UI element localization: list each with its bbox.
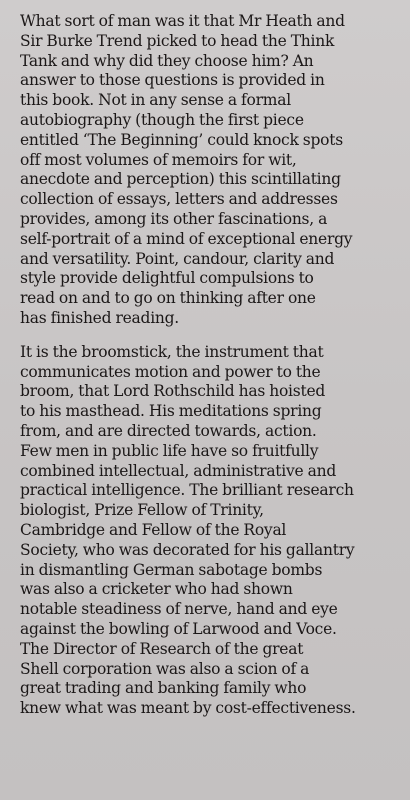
text-line: off most volumes of memoirs for wit, — [20, 150, 297, 169]
text-line: Few men in public life have so fruitfully — [20, 441, 319, 460]
text-line: Tank and why did they choose him? An — [20, 51, 314, 70]
text-line: has finished reading. — [20, 308, 179, 327]
text-line: anecdote and perception) this scintillating — [20, 170, 341, 189]
text-line: combined intellectual, administrative and — [20, 461, 336, 480]
text-line: and versatility. Point, candour, clarity and — [20, 249, 335, 268]
text-line: to his masthead. His meditations spring — [20, 402, 322, 421]
text-line: Shell corporation was also a scion of a — [20, 659, 310, 678]
text-line: provides, among its other fascinations, a — [20, 209, 328, 228]
text-line: great trading and banking family who — [20, 679, 307, 698]
text-line: read on and to go on thinking after one — [20, 289, 316, 308]
text-line: autobiography (though the first piece — [20, 110, 304, 129]
text-line: Society, who was decorated for his gallantry — [20, 540, 355, 559]
text-line: this book. Not in any sense a formal — [20, 91, 291, 110]
text-line: communicates motion and power to the — [20, 362, 321, 381]
text-line: The Director of Research of the great — [20, 639, 304, 658]
text-line: entitled ‘The Beginning’ could knock spots — [20, 130, 343, 149]
text-line: in dismantling German sabotage bombs — [20, 560, 323, 579]
text-line: What sort of man was it that Mr Heath and — [20, 12, 345, 30]
text-line: against the bowling of Larwood and Voce. — [20, 619, 337, 638]
text-line: collection of essays, letters and addresses — [20, 190, 338, 209]
text-line: practical intelligence. The brilliant research — [20, 481, 354, 500]
text-line: biologist, Prize Fellow of Trinity, — [20, 501, 264, 520]
text-line: from, and are directed towards, action. — [20, 421, 317, 440]
text-line: It is the broomstick, the instrument that — [20, 342, 324, 361]
text-line: Cambridge and Fellow of the Royal — [20, 520, 287, 539]
text-line: broom, that Lord Rothschild has hoisted — [20, 382, 326, 401]
paragraph-biography — [20, 343, 402, 719]
text-line: style provide delightful compulsions to — [20, 269, 314, 288]
text-line: was also a cricketer who had shown — [20, 580, 293, 599]
text-line: answer to those questions is provided in — [20, 71, 325, 90]
text-line: knew what was meant by cost-effectiveness. — [20, 699, 356, 718]
text-line: notable steadiness of nerve, hand and eye — [20, 600, 338, 619]
paragraph-introduction — [20, 12, 402, 329]
text-line: Sir Burke Trend picked to head the Think — [20, 31, 335, 50]
text-line: self-portrait of a mind of exceptional energy — [20, 229, 353, 248]
